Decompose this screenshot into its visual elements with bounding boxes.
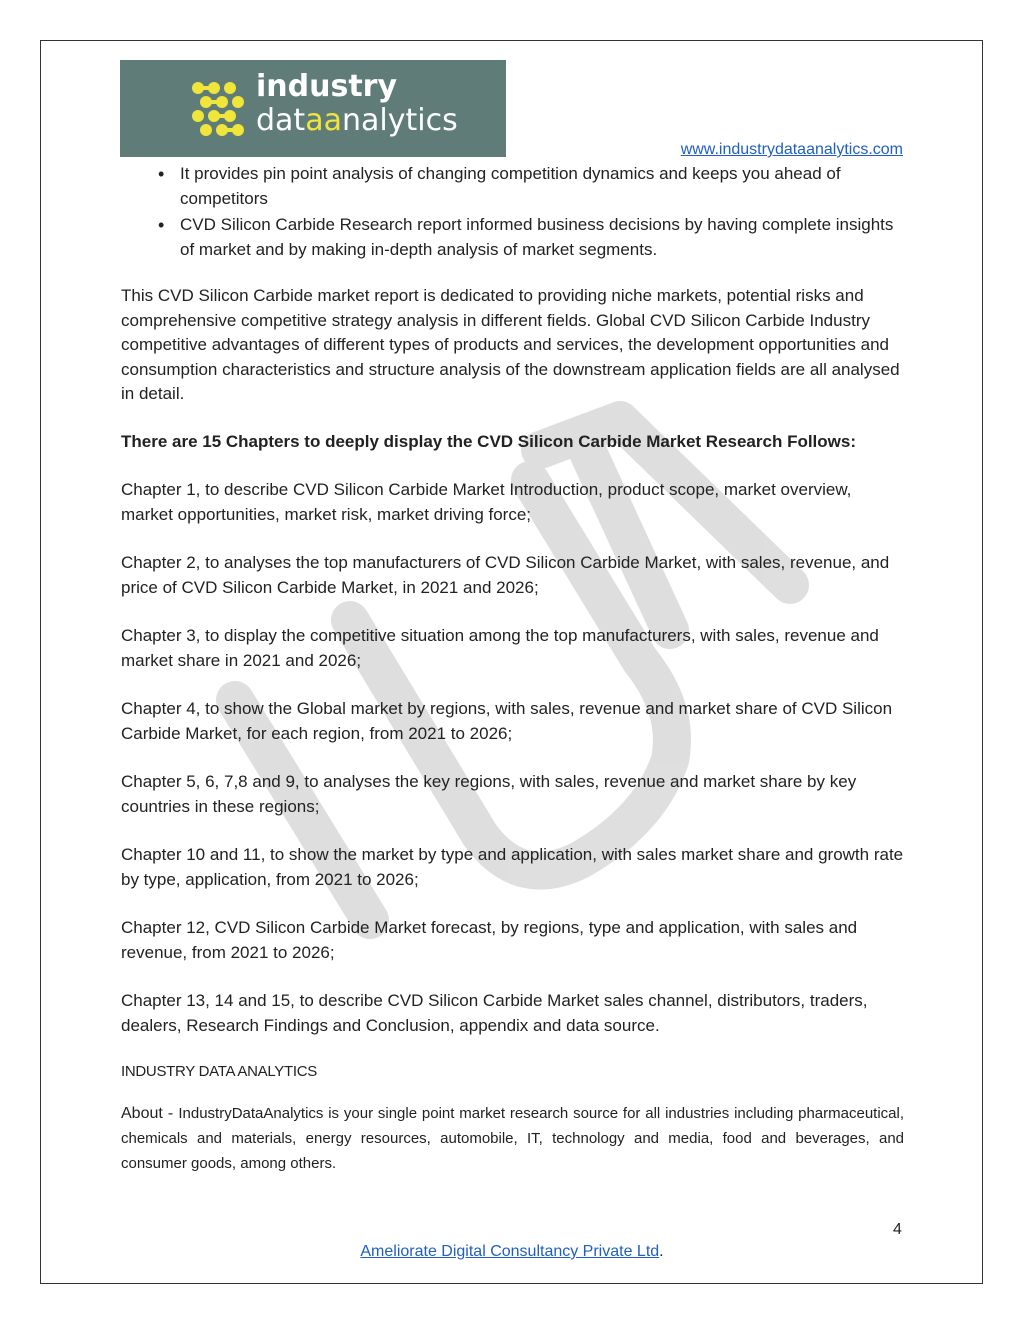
chapter-paragraph: Chapter 13, 14 and 15, to describe CVD Silicon Carbide Market sales channel, distributors, traders, dealers, Research Findings and Conclusion, appendix and data source.: [121, 991, 868, 1035]
chapter-paragraph: Chapter 10 and 11, to show the market by type and application, with sales market share and growth rate by type, application, from 2021 to 2026;: [121, 845, 904, 889]
footer: [0, 1243, 1024, 1261]
bullet-item: • CVD Silicon Carbide Research report informed business decisions by having complete insights of market and by making in-depth analysis of market segments.: [121, 213, 904, 262]
chapter-paragraph: Chapter 3, to display the competitive situation among the top manufacturers, with sales, revenue and market share in 2021 and 2026;: [121, 626, 879, 670]
chapter-paragraph: Chapter 1, to describe CVD Silicon Carbide Market Introduction, product scope, market overview, market opportunities, market risk, market driving force;: [121, 480, 852, 524]
logo-text-industry: industry: [256, 69, 398, 104]
dots-logo-icon: [190, 80, 250, 138]
bullet-list: [121, 162, 904, 262]
about-text: IndustryDataAnalytics is your single point market research source for all industries including pharmaceutical, chemicals and materials, energy resources, automobile, IT, technology and media, food and beverages, and consumer goods, among others.: [121, 1104, 904, 1172]
footer-company-link[interactable]: Ameliorate Digital Consultancy Private Ltd: [360, 1243, 660, 1260]
website-link[interactable]: www.industrydataanalytics.com: [680, 141, 903, 158]
company-logo: [120, 60, 506, 157]
footer-period: .: [659, 1243, 664, 1260]
chapter-paragraph: Chapter 5, 6, 7,8 and 9, to analyses the key regions, with sales, revenue and market share by key countries in these regions;: [121, 772, 857, 816]
about-label: About -: [121, 1104, 179, 1122]
company-heading: INDUSTRY DATA ANALYTICS: [121, 1063, 317, 1080]
about-paragraph: [121, 1101, 904, 1176]
bullet-item: • It provides pin point analysis of changing competition dynamics and keeps you ahead of competitors: [121, 162, 904, 211]
chapter-paragraph: Chapter 4, to show the Global market by regions, with sales, revenue and market share of CVD Silicon Carbide Market, for each region, from 2021 to 2026;: [121, 699, 893, 743]
intro-paragraph: This CVD Silicon Carbide market report is dedicated to providing niche markets, potential risks and comprehensive competitive strategy analysis in different fields. Global CVD Silicon Carbide Industry competitive advantages of different types of products and services, the development opportunities and consumption characteristics and structure analysis of the downstream application fields are all analysed in detail.: [121, 286, 900, 403]
chapter-paragraph: Chapter 12, CVD Silicon Carbide Market forecast, by regions, type and application, with sales and revenue, from 2021 to 2026;: [121, 918, 858, 962]
chapter-paragraph: Chapter 2, to analyses the top manufacturers of CVD Silicon Carbide Market, with sales, revenue, and price of CVD Silicon Carbide Market, in 2021 and 2026;: [121, 553, 890, 597]
logo-text-dataanalytics: dataanalytics: [256, 103, 458, 138]
document-body: [121, 162, 904, 1176]
chapters-heading: There are 15 Chapters to deeply display the CVD Silicon Carbide Market Research Follows:: [121, 431, 857, 451]
page-number: 4: [893, 1221, 902, 1238]
